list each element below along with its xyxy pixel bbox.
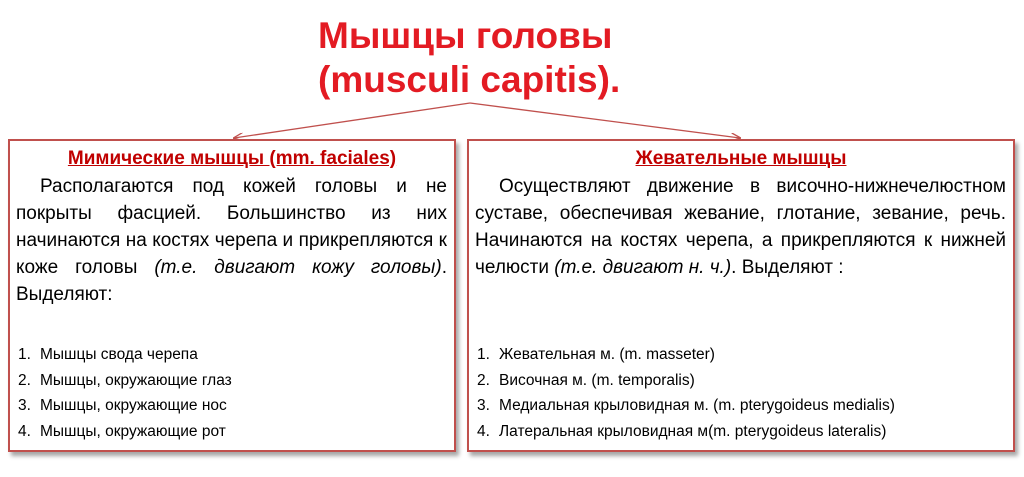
list-item: 3. Медиальная крыловидная м. (m. pterygoideus medialis) bbox=[477, 397, 895, 414]
masticatory-desc-tail: . Выделяют : bbox=[731, 257, 844, 278]
masticatory-desc-text: Осуществляют движение в височно-нижнечелюстном суставе, обеспечивая жевание, глотание, зевание, речь. Начинаются на костях черепа, а прикрепляются к нижней челюсти bbox=[475, 176, 1006, 278]
facial-desc-text: Располагаются под кожей головы и не покрыты фасцией. Большинство из них начинаются на костях черепа и прикрепляются к коже головы bbox=[16, 176, 447, 278]
masticatory-muscles-box bbox=[467, 139, 1015, 452]
masticatory-muscles-heading: Жевательные мышцы bbox=[635, 148, 847, 169]
title-line-1: Мышцы головы bbox=[318, 15, 613, 56]
masticatory-muscles-list bbox=[477, 342, 895, 444]
arrow-to-left-box bbox=[234, 103, 470, 138]
list-item: 2. Мышцы, окружающие глаз bbox=[18, 371, 232, 389]
branch-arrows bbox=[0, 0, 1024, 150]
facial-desc-tail: . Выделяют: bbox=[16, 257, 447, 305]
facial-desc-italic: (т.е. двигают кожу головы) bbox=[154, 257, 442, 278]
facial-muscles-box bbox=[8, 139, 456, 452]
list-item: 3. Мышцы, окружающие нос bbox=[18, 397, 227, 414]
list-item: 4. Мышцы, окружающие рот bbox=[18, 422, 226, 440]
list-item: 4. Латеральная крыловидная м(m. pterygoideus lateralis) bbox=[477, 422, 887, 440]
facial-muscles-description bbox=[10, 173, 454, 308]
masticatory-muscles-description bbox=[469, 173, 1013, 281]
list-item: 1. Жевательная м. (m. masseter) bbox=[477, 346, 715, 363]
list-item: 1. Мышцы свода черепа bbox=[18, 346, 198, 363]
masticatory-desc-italic: (т.е. двигают н. ч.) bbox=[554, 257, 732, 278]
title-line-2: (musculi capitis). bbox=[318, 59, 621, 100]
facial-muscles-list bbox=[18, 342, 232, 444]
facial-muscles-heading: Мимические мышцы (mm. faciales) bbox=[67, 148, 397, 169]
arrow-to-right-box bbox=[470, 103, 740, 138]
list-item: 2. Височная м. (m. temporalis) bbox=[477, 371, 695, 389]
